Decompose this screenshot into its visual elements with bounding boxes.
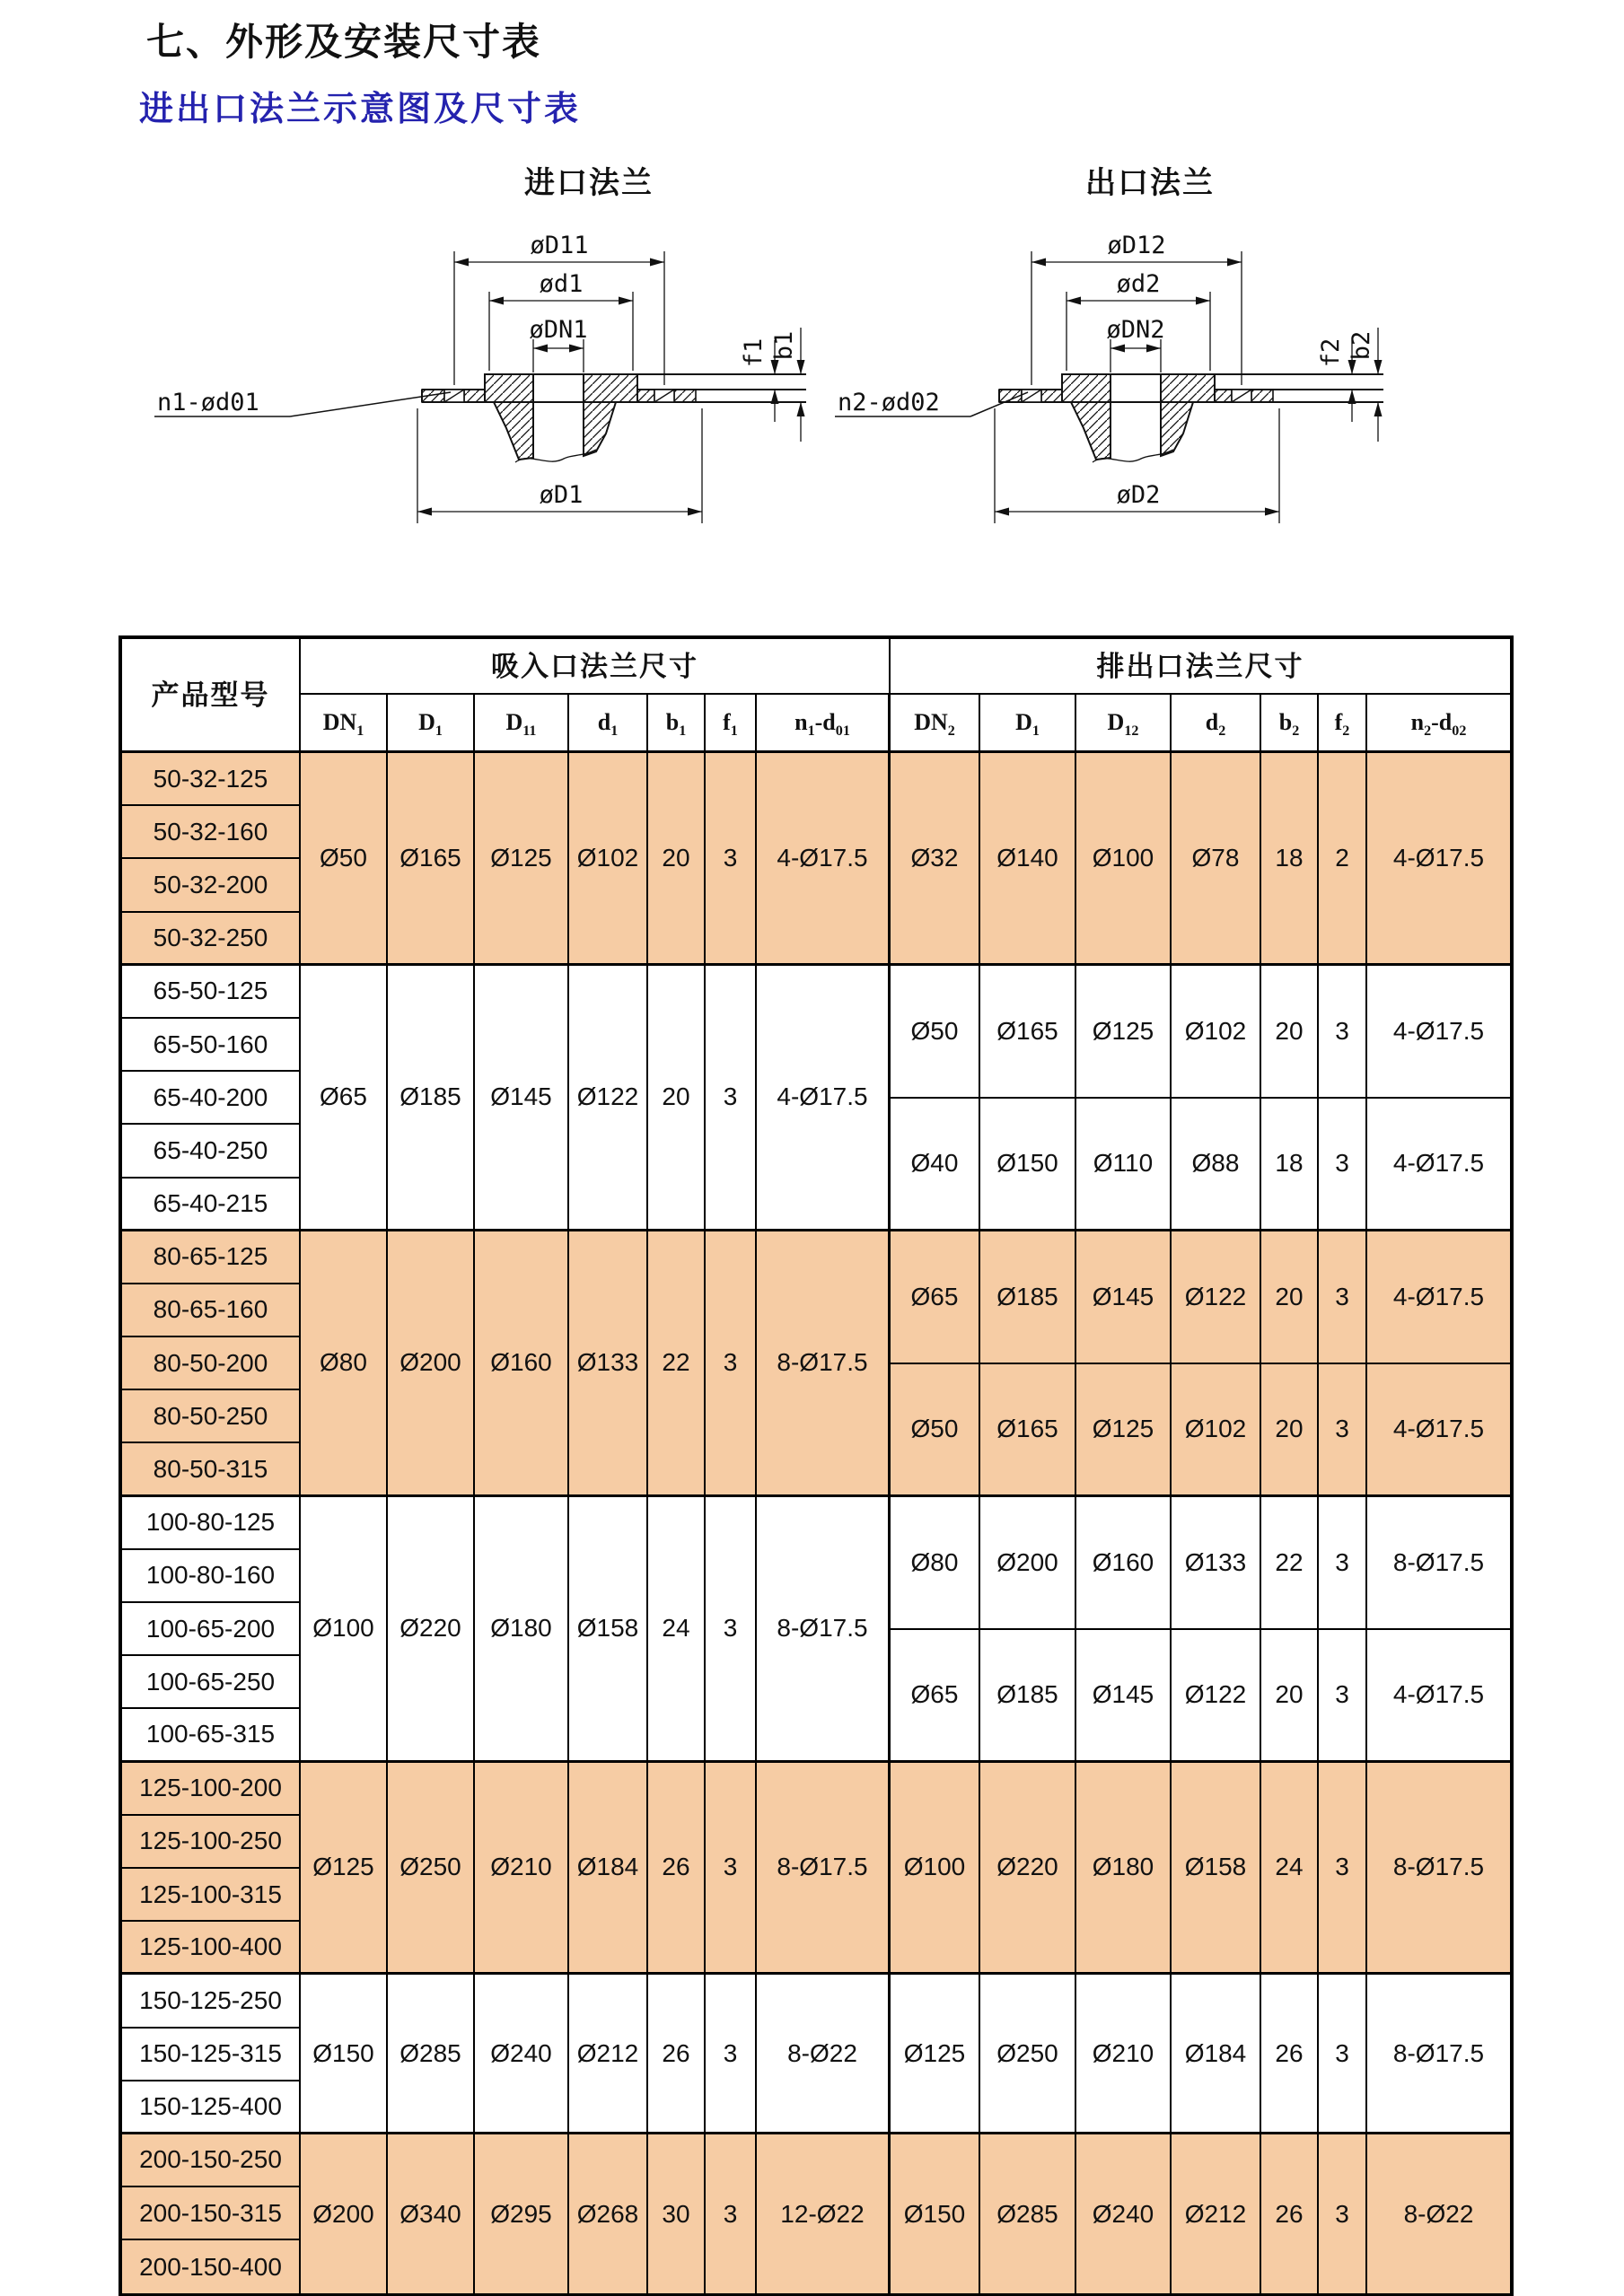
discharge-value-cell: Ø210 bbox=[1076, 1975, 1172, 2134]
model-cell: 50-32-200 bbox=[122, 859, 301, 912]
discharge-value-cell: Ø50 bbox=[891, 966, 980, 1099]
suction-value-cell: 20 bbox=[648, 966, 706, 1231]
suction-value-cell: 3 bbox=[706, 1763, 757, 1976]
suction-value-cell: Ø340 bbox=[388, 2134, 475, 2294]
suction-value-cell: Ø122 bbox=[569, 966, 648, 1231]
model-cell: 65-40-215 bbox=[122, 1179, 301, 1231]
discharge-value-cell: Ø110 bbox=[1076, 1099, 1172, 1231]
model-cell: 80-50-250 bbox=[122, 1390, 301, 1443]
model-cell: 200-150-400 bbox=[122, 2240, 301, 2293]
model-cell: 50-32-250 bbox=[122, 913, 301, 966]
discharge-value-cell: Ø122 bbox=[1172, 1630, 1261, 1763]
suction-value-cell: 4-Ø17.5 bbox=[757, 966, 891, 1231]
model-cell: 80-65-125 bbox=[122, 1231, 301, 1284]
svg-text:f2: f2 bbox=[1317, 337, 1345, 368]
discharge-value-cell: 3 bbox=[1319, 1763, 1367, 1976]
discharge-value-cell: Ø122 bbox=[1172, 1231, 1261, 1364]
discharge-value-cell: Ø80 bbox=[891, 1497, 980, 1630]
discharge-value-cell: 8-Ø17.5 bbox=[1367, 1497, 1510, 1630]
discharge-value-cell: 8-Ø22 bbox=[1367, 2134, 1510, 2294]
model-cell: 65-40-200 bbox=[122, 1072, 301, 1125]
suction-column-header: $D_{11}$ bbox=[475, 695, 569, 753]
discharge-value-cell: 3 bbox=[1319, 1975, 1367, 2134]
suction-value-cell: 3 bbox=[706, 966, 757, 1231]
discharge-value-cell: 20 bbox=[1261, 1364, 1319, 1497]
discharge-value-cell: 3 bbox=[1319, 2134, 1367, 2294]
discharge-section-header: 排出口法兰尺寸 bbox=[891, 639, 1510, 695]
model-cell: 125-100-315 bbox=[122, 1869, 301, 1922]
discharge-value-cell: Ø50 bbox=[891, 1364, 980, 1497]
outlet-flange-title: 出口法兰 bbox=[1085, 167, 1215, 200]
model-cell: 100-65-200 bbox=[122, 1603, 301, 1656]
discharge-value-cell: Ø65 bbox=[891, 1630, 980, 1763]
suction-value-cell: Ø285 bbox=[388, 1975, 475, 2134]
svg-text:øD2: øD2 bbox=[1116, 481, 1161, 509]
discharge-value-cell: 3 bbox=[1319, 1364, 1367, 1497]
suction-value-cell: Ø268 bbox=[569, 2134, 648, 2294]
model-cell: 150-125-400 bbox=[122, 2081, 301, 2134]
discharge-value-cell: 18 bbox=[1261, 1099, 1319, 1231]
svg-text:ød2: ød2 bbox=[1116, 270, 1161, 298]
inlet-flange-diagram bbox=[153, 205, 808, 600]
discharge-value-cell: Ø125 bbox=[891, 1975, 980, 2134]
discharge-value-cell: 4-Ø17.5 bbox=[1367, 1630, 1510, 1763]
svg-text:øDN2: øDN2 bbox=[1106, 316, 1165, 344]
discharge-value-cell: Ø180 bbox=[1076, 1763, 1172, 1976]
suction-value-cell: Ø250 bbox=[388, 1763, 475, 1976]
discharge-column-header: $DN_2$ bbox=[891, 695, 980, 753]
svg-text:n1-ød01: n1-ød01 bbox=[157, 389, 259, 416]
discharge-value-cell: 2 bbox=[1319, 753, 1367, 966]
suction-value-cell: Ø220 bbox=[388, 1497, 475, 1763]
discharge-value-cell: 4-Ø17.5 bbox=[1367, 966, 1510, 1099]
model-cell: 65-50-125 bbox=[122, 966, 301, 1019]
suction-value-cell: 3 bbox=[706, 753, 757, 966]
suction-value-cell: 8-Ø17.5 bbox=[757, 1497, 891, 1763]
suction-value-cell: 8-Ø17.5 bbox=[757, 1231, 891, 1497]
discharge-column-header: $D_1$ bbox=[980, 695, 1076, 753]
discharge-column-header: $D_{12}$ bbox=[1076, 695, 1172, 753]
suction-value-cell: Ø165 bbox=[388, 753, 475, 966]
suction-column-header: $D_1$ bbox=[388, 695, 475, 753]
discharge-value-cell: Ø158 bbox=[1172, 1763, 1261, 1976]
discharge-value-cell: 4-Ø17.5 bbox=[1367, 1364, 1510, 1497]
discharge-value-cell: Ø184 bbox=[1172, 1975, 1261, 2134]
model-cell: 65-50-160 bbox=[122, 1019, 301, 1072]
model-cell: 50-32-125 bbox=[122, 753, 301, 806]
model-cell: 150-125-250 bbox=[122, 1975, 301, 2028]
discharge-value-cell: Ø150 bbox=[891, 2134, 980, 2294]
suction-column-header: $DN_1$ bbox=[301, 695, 388, 753]
discharge-value-cell: 3 bbox=[1319, 966, 1367, 1099]
discharge-value-cell: Ø165 bbox=[980, 1364, 1076, 1497]
suction-value-cell: 12-Ø22 bbox=[757, 2134, 891, 2294]
model-cell: 80-65-160 bbox=[122, 1284, 301, 1337]
model-cell: 125-100-400 bbox=[122, 1922, 301, 1975]
discharge-value-cell: Ø133 bbox=[1172, 1497, 1261, 1630]
discharge-value-cell: 20 bbox=[1261, 1630, 1319, 1763]
suction-value-cell: Ø158 bbox=[569, 1497, 648, 1763]
suction-section-header: 吸入口法兰尺寸 bbox=[301, 639, 891, 695]
model-cell: 65-40-250 bbox=[122, 1125, 301, 1178]
discharge-value-cell: 18 bbox=[1261, 753, 1319, 966]
model-cell: 100-65-315 bbox=[122, 1709, 301, 1762]
dimension-table bbox=[119, 635, 1514, 2296]
suction-value-cell: Ø125 bbox=[475, 753, 569, 966]
page-title: 七、外形及安装尺寸表 bbox=[146, 22, 542, 64]
discharge-value-cell: Ø102 bbox=[1172, 966, 1261, 1099]
discharge-value-cell: Ø165 bbox=[980, 966, 1076, 1099]
svg-text:n2-ød02: n2-ød02 bbox=[838, 389, 940, 416]
suction-value-cell: Ø133 bbox=[569, 1231, 648, 1497]
suction-value-cell: Ø295 bbox=[475, 2134, 569, 2294]
model-cell: 150-125-315 bbox=[122, 2029, 301, 2081]
model-cell: 200-150-250 bbox=[122, 2134, 301, 2187]
suction-value-cell: Ø50 bbox=[301, 753, 388, 966]
svg-text:b2: b2 bbox=[1347, 330, 1375, 361]
discharge-value-cell: Ø150 bbox=[980, 1099, 1076, 1231]
discharge-value-cell: 4-Ø17.5 bbox=[1367, 753, 1510, 966]
svg-text:øD11: øD11 bbox=[530, 232, 589, 259]
suction-value-cell: 4-Ø17.5 bbox=[757, 753, 891, 966]
suction-value-cell: Ø210 bbox=[475, 1763, 569, 1976]
svg-text:b1: b1 bbox=[770, 330, 798, 361]
discharge-value-cell: 20 bbox=[1261, 966, 1319, 1099]
discharge-value-cell: Ø40 bbox=[891, 1099, 980, 1231]
model-cell: 125-100-200 bbox=[122, 1763, 301, 1816]
discharge-value-cell: Ø140 bbox=[980, 753, 1076, 966]
model-cell: 200-150-315 bbox=[122, 2187, 301, 2240]
discharge-value-cell: Ø100 bbox=[891, 1763, 980, 1976]
suction-value-cell: 26 bbox=[648, 1763, 706, 1976]
svg-text:øDN1: øDN1 bbox=[529, 316, 588, 344]
suction-column-header: $b_1$ bbox=[648, 695, 706, 753]
discharge-value-cell: Ø160 bbox=[1076, 1497, 1172, 1630]
discharge-value-cell: 3 bbox=[1319, 1497, 1367, 1630]
discharge-value-cell: 24 bbox=[1261, 1763, 1319, 1976]
page-subtitle: 进出口法兰示意图及尺寸表 bbox=[139, 91, 582, 128]
suction-value-cell: Ø102 bbox=[569, 753, 648, 966]
suction-value-cell: Ø212 bbox=[569, 1975, 648, 2134]
suction-value-cell: Ø184 bbox=[569, 1763, 648, 1976]
suction-value-cell: Ø145 bbox=[475, 966, 569, 1231]
suction-value-cell: Ø200 bbox=[388, 1231, 475, 1497]
discharge-value-cell: 22 bbox=[1261, 1497, 1319, 1630]
discharge-value-cell: Ø65 bbox=[891, 1231, 980, 1364]
suction-column-header: $d_1$ bbox=[569, 695, 648, 753]
discharge-value-cell: Ø185 bbox=[980, 1630, 1076, 1763]
discharge-value-cell: 8-Ø17.5 bbox=[1367, 1763, 1510, 1976]
suction-column-header: $f_1$ bbox=[706, 695, 757, 753]
discharge-column-header: $d_2$ bbox=[1172, 695, 1261, 753]
discharge-value-cell: Ø125 bbox=[1076, 966, 1172, 1099]
discharge-value-cell: Ø212 bbox=[1172, 2134, 1261, 2294]
model-cell: 100-80-125 bbox=[122, 1497, 301, 1550]
model-cell: 125-100-250 bbox=[122, 1816, 301, 1869]
suction-value-cell: Ø185 bbox=[388, 966, 475, 1231]
discharge-value-cell: Ø145 bbox=[1076, 1231, 1172, 1364]
discharge-value-cell: 26 bbox=[1261, 2134, 1319, 2294]
discharge-column-header: $n_2-d_{02}$ bbox=[1367, 695, 1510, 753]
suction-value-cell: 3 bbox=[706, 1497, 757, 1763]
suction-value-cell: 3 bbox=[706, 2134, 757, 2294]
suction-value-cell: 8-Ø22 bbox=[757, 1975, 891, 2134]
suction-value-cell: 22 bbox=[648, 1231, 706, 1497]
suction-value-cell: Ø80 bbox=[301, 1231, 388, 1497]
suction-value-cell: Ø125 bbox=[301, 1763, 388, 1976]
discharge-value-cell: 4-Ø17.5 bbox=[1367, 1099, 1510, 1231]
svg-text:f1: f1 bbox=[740, 337, 768, 368]
discharge-value-cell: Ø240 bbox=[1076, 2134, 1172, 2294]
model-cell: 80-50-315 bbox=[122, 1443, 301, 1496]
model-cell: 100-80-160 bbox=[122, 1550, 301, 1603]
suction-value-cell: Ø160 bbox=[475, 1231, 569, 1497]
discharge-value-cell: Ø78 bbox=[1172, 753, 1261, 966]
discharge-value-cell: 26 bbox=[1261, 1975, 1319, 2134]
model-column-header: 产品型号 bbox=[122, 639, 301, 753]
discharge-value-cell: Ø100 bbox=[1076, 753, 1172, 966]
discharge-column-header: $b_2$ bbox=[1261, 695, 1319, 753]
suction-value-cell: 26 bbox=[648, 1975, 706, 2134]
discharge-value-cell: Ø125 bbox=[1076, 1364, 1172, 1497]
suction-value-cell: 3 bbox=[706, 1231, 757, 1497]
suction-value-cell: Ø200 bbox=[301, 2134, 388, 2294]
suction-value-cell: 30 bbox=[648, 2134, 706, 2294]
discharge-value-cell: 4-Ø17.5 bbox=[1367, 1231, 1510, 1364]
suction-value-cell: Ø180 bbox=[475, 1497, 569, 1763]
suction-value-cell: 20 bbox=[648, 753, 706, 966]
discharge-value-cell: Ø250 bbox=[980, 1975, 1076, 2134]
discharge-value-cell: Ø32 bbox=[891, 753, 980, 966]
discharge-value-cell: 3 bbox=[1319, 1630, 1367, 1763]
discharge-value-cell: 20 bbox=[1261, 1231, 1319, 1364]
discharge-column-header: $f_2$ bbox=[1319, 695, 1367, 753]
model-cell: 100-65-250 bbox=[122, 1656, 301, 1709]
svg-text:øD12: øD12 bbox=[1107, 232, 1166, 259]
discharge-value-cell: Ø200 bbox=[980, 1497, 1076, 1630]
discharge-value-cell: Ø102 bbox=[1172, 1364, 1261, 1497]
suction-value-cell: 3 bbox=[706, 1975, 757, 2134]
inlet-flange-title: 进口法兰 bbox=[524, 167, 654, 200]
discharge-value-cell: Ø220 bbox=[980, 1763, 1076, 1976]
suction-value-cell: Ø240 bbox=[475, 1975, 569, 2134]
suction-value-cell: Ø150 bbox=[301, 1975, 388, 2134]
svg-text:ød1: ød1 bbox=[539, 270, 584, 298]
suction-value-cell: Ø100 bbox=[301, 1497, 388, 1763]
svg-text:øD1: øD1 bbox=[539, 481, 584, 509]
model-cell: 80-50-200 bbox=[122, 1337, 301, 1390]
model-cell: 50-32-160 bbox=[122, 806, 301, 859]
suction-value-cell: Ø65 bbox=[301, 966, 388, 1231]
suction-value-cell: 8-Ø17.5 bbox=[757, 1763, 891, 1976]
suction-value-cell: 24 bbox=[648, 1497, 706, 1763]
discharge-value-cell: 3 bbox=[1319, 1231, 1367, 1364]
discharge-value-cell: Ø185 bbox=[980, 1231, 1076, 1364]
discharge-value-cell: Ø285 bbox=[980, 2134, 1076, 2294]
discharge-value-cell: 3 bbox=[1319, 1099, 1367, 1231]
outlet-flange-diagram bbox=[730, 205, 1385, 600]
discharge-value-cell: Ø145 bbox=[1076, 1630, 1172, 1763]
discharge-value-cell: 8-Ø17.5 bbox=[1367, 1975, 1510, 2134]
discharge-value-cell: Ø88 bbox=[1172, 1099, 1261, 1231]
suction-column-header: $n_1-d_{01}$ bbox=[757, 695, 891, 753]
